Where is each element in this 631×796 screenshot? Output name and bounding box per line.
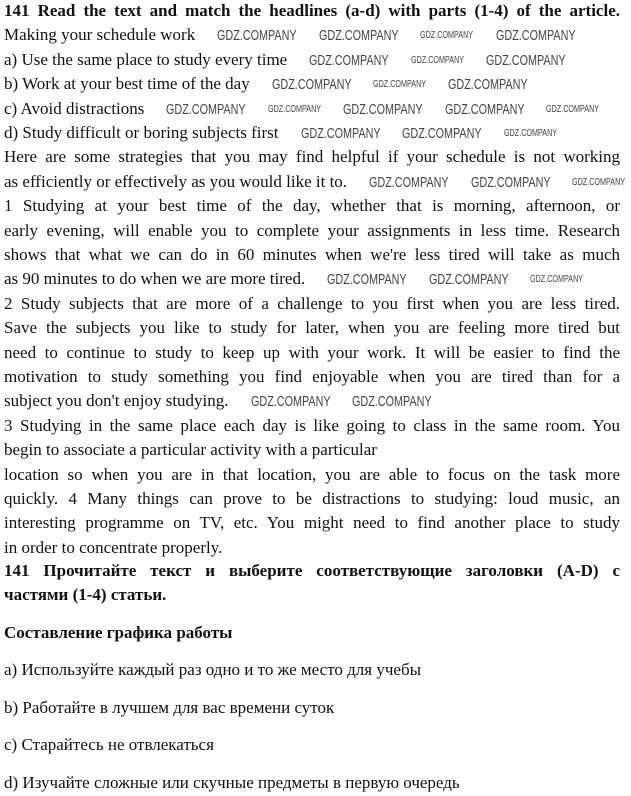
watermark: GDZ.COMPANY [271, 76, 352, 94]
watermark: GDZ.COMPANY [327, 271, 407, 289]
body-line: interesting programme on TV, etc. You might need to find another place to study [4, 513, 620, 533]
body-line: early evening, will enable you to complete your assignments in less time. Research [4, 220, 620, 240]
body-line: Save the subjects you like to study for later, when you are feeling more tired but [4, 318, 620, 338]
watermark: GDZ.COMPANY [495, 27, 576, 45]
headline-c: c) Avoid distractions [4, 98, 145, 118]
body-line: as efficiently or effectively as you would like it to. [4, 171, 348, 191]
body-line: begin to associate a particular activity with a particular [4, 440, 377, 460]
watermark: GDZ.COMPANY [309, 51, 389, 69]
body-line: shows that what we can do in 60 minutes when we're less tired will take as much [4, 245, 620, 264]
body-line: location so when you are in that location, you are able to focus on the task more [4, 464, 620, 484]
body-line: Here are some strategies that you may find helpful if your schedule is not working [4, 147, 620, 167]
watermark: GDZ.COMPANY [470, 173, 551, 191]
body-line: subject you don't enjoy studying. [4, 391, 229, 411]
watermark: GDZ.COMPANY [217, 27, 297, 45]
body-line: need to continue to study to keep up with your work. It will be easier to find the [4, 342, 620, 362]
watermark: GDZ.COMPANY [402, 125, 482, 142]
watermark: GDZ.COMPANY [530, 274, 584, 286]
watermark: GDZ.COMPANY [572, 176, 626, 188]
body-line: 1 Studying at your best time of the day, whether that is morning, afternoon, or [4, 196, 620, 216]
watermark: GDZ.COMPANY [546, 103, 600, 115]
russian-headline-a: a) Используйте каждый раз одно и то же место для учебы [4, 660, 422, 679]
russian-title-line: частями (1-4) статьи. [4, 585, 167, 604]
watermark: GDZ.COMPANY [410, 54, 464, 66]
watermark: GDZ.COMPANY [166, 100, 246, 118]
body-line: 3 Studying in the same place each day is like going to class in the same room. You [4, 415, 620, 435]
russian-heading: Составление графика работы [4, 623, 233, 642]
headline-a: a) Use the same place to study every time [4, 49, 288, 69]
watermark: GDZ.COMPANY [318, 27, 399, 45]
article-heading: Making your schedule work [4, 25, 196, 45]
exercise-title: 141 Read the text and match the headlines (a-d) with parts (1-4) of the article. [4, 1, 620, 20]
russian-headline-d: d) Изучайте сложные или скучные предметы в первую очередь [4, 773, 460, 792]
watermark: GDZ.COMPANY [420, 30, 474, 42]
watermark: GDZ.COMPANY [352, 393, 432, 411]
watermark: GDZ.COMPANY [300, 125, 381, 142]
russian-headline-c: c) Старайтесь не отвлекаться [4, 735, 214, 754]
watermark: GDZ.COMPANY [343, 100, 423, 118]
watermark: GDZ.COMPANY [448, 76, 528, 94]
body-line: motivation to study something you find enjoyable when you are tired than for a [4, 367, 620, 386]
watermark: GDZ.COMPANY [373, 79, 427, 91]
headline-d: d) Study difficult or boring subjects first [4, 123, 279, 142]
body-line: 2 Study subjects that are more of a challenge to you first when you are less tired. [4, 293, 620, 313]
watermark: GDZ.COMPANY [503, 128, 557, 139]
watermark: GDZ.COMPANY [485, 51, 566, 69]
russian-headline-b: b) Работайте в лучшем для вас времени суток [4, 698, 335, 717]
body-line: quickly. 4 Many things can prove to be distractions to studying: loud music, an [4, 489, 620, 508]
russian-title-line: 141 Прочитайте текст и выберите соответствующие заголовки (A-D) с [4, 561, 620, 580]
body-line: in order to concentrate properly. [4, 537, 223, 557]
watermark: GDZ.COMPANY [267, 103, 322, 115]
headline-b: b) Work at your best time of the day [4, 74, 250, 94]
watermark: GDZ.COMPANY [369, 173, 449, 191]
watermark: GDZ.COMPANY [444, 100, 525, 118]
watermark: GDZ.COMPANY [428, 271, 509, 289]
body-line: as 90 minutes to do when we are more tired. [4, 269, 306, 289]
watermark: GDZ.COMPANY [250, 393, 331, 411]
